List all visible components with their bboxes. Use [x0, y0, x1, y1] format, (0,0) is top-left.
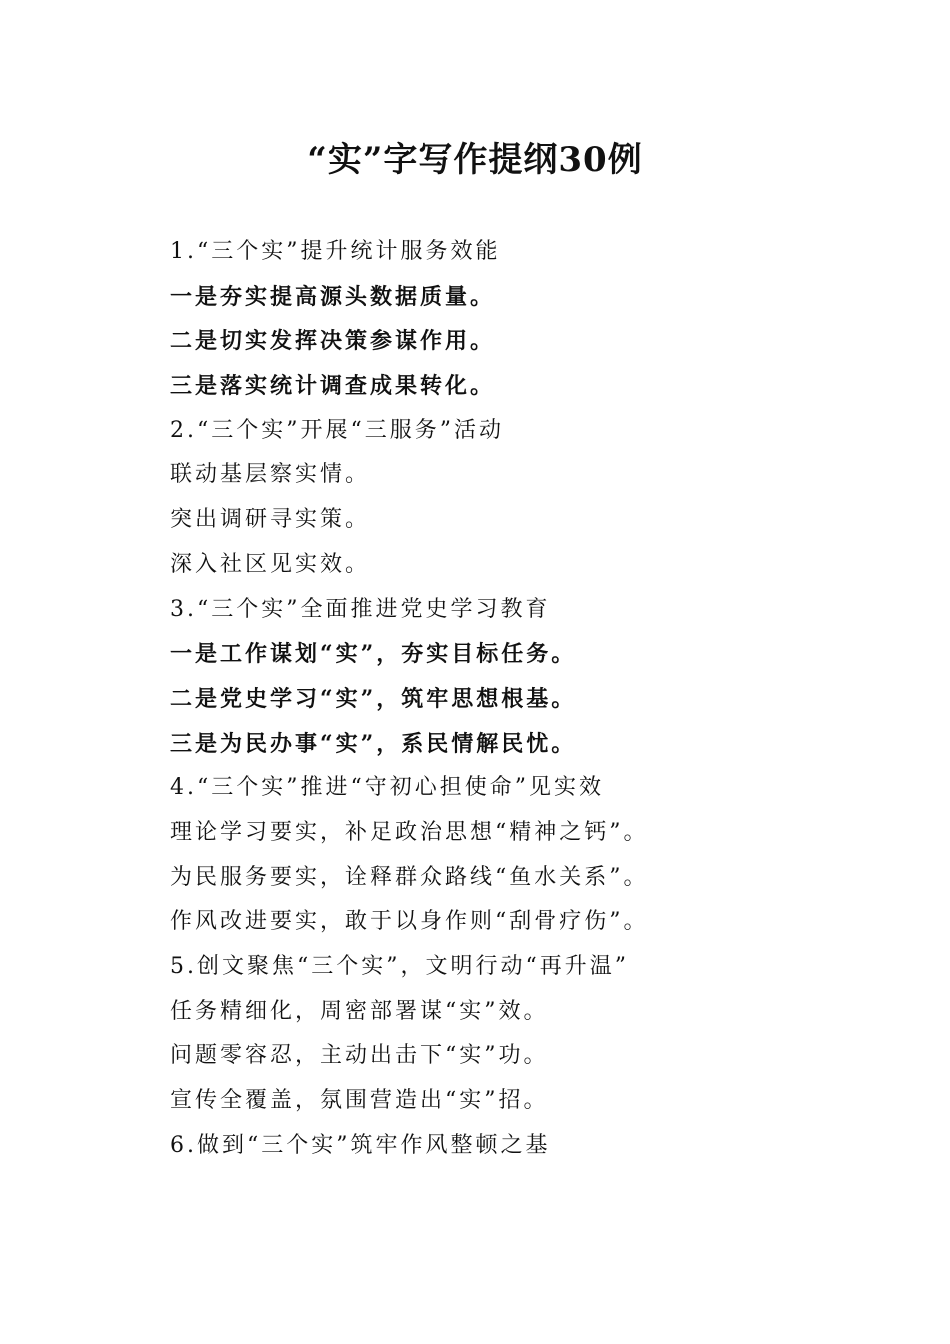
outline-point: 理论学习要实，补足政治思想“精神之钙”。 [170, 819, 649, 845]
outline-point: 三是为民办事“实”，系民情解民忧。 [170, 730, 577, 757]
section-heading: 1.“三个实”提升统计服务效能 [170, 239, 501, 264]
outline-point: 宣传全覆盖，氛围营造出“实”招。 [170, 1088, 549, 1114]
outline-point: 突出调研寻实策。 [170, 507, 371, 533]
section-heading: 5.创文聚焦“三个实”，文明行动“再升温” [170, 954, 629, 979]
outline-point: 二是党史学习“实”，筑牢思想根基。 [170, 685, 577, 712]
document-body [170, 230, 890, 1168]
section-heading: 3.“三个实”全面推进党史学习教育 [170, 596, 551, 622]
outline-point: 联动基层察实情。 [170, 462, 371, 488]
outline-point: 三是落实统计调查成果转化。 [170, 373, 496, 400]
section-heading: 2.“三个实”开展“三服务”活动 [170, 417, 504, 443]
outline-point: 为民服务要实，诠释群众路线“鱼水关系”。 [170, 864, 649, 890]
outline-point: 一是夯实提高源头数据质量。 [170, 283, 496, 310]
outline-point: 一是工作谋划“实”，夯实目标任务。 [170, 641, 577, 668]
section-heading: 6.做到“三个实”筑牢作风整顿之基 [170, 1132, 551, 1158]
outline-point: 二是切实发挥决策参谋作用。 [170, 328, 496, 355]
outline-point: 作风改进要实，敢于以身作则“刮骨疗伤”。 [170, 909, 649, 935]
section-heading: 4.“三个实”推进“守初心担使命”见实效 [170, 775, 604, 801]
outline-point: 深入社区见实效。 [170, 551, 371, 577]
document-title: “实”字写作提纲30例 [307, 140, 643, 180]
outline-point: 任务精细化，周密部署谋“实”效。 [170, 998, 549, 1024]
outline-point: 问题零容忍，主动出击下“实”功。 [170, 1043, 549, 1069]
